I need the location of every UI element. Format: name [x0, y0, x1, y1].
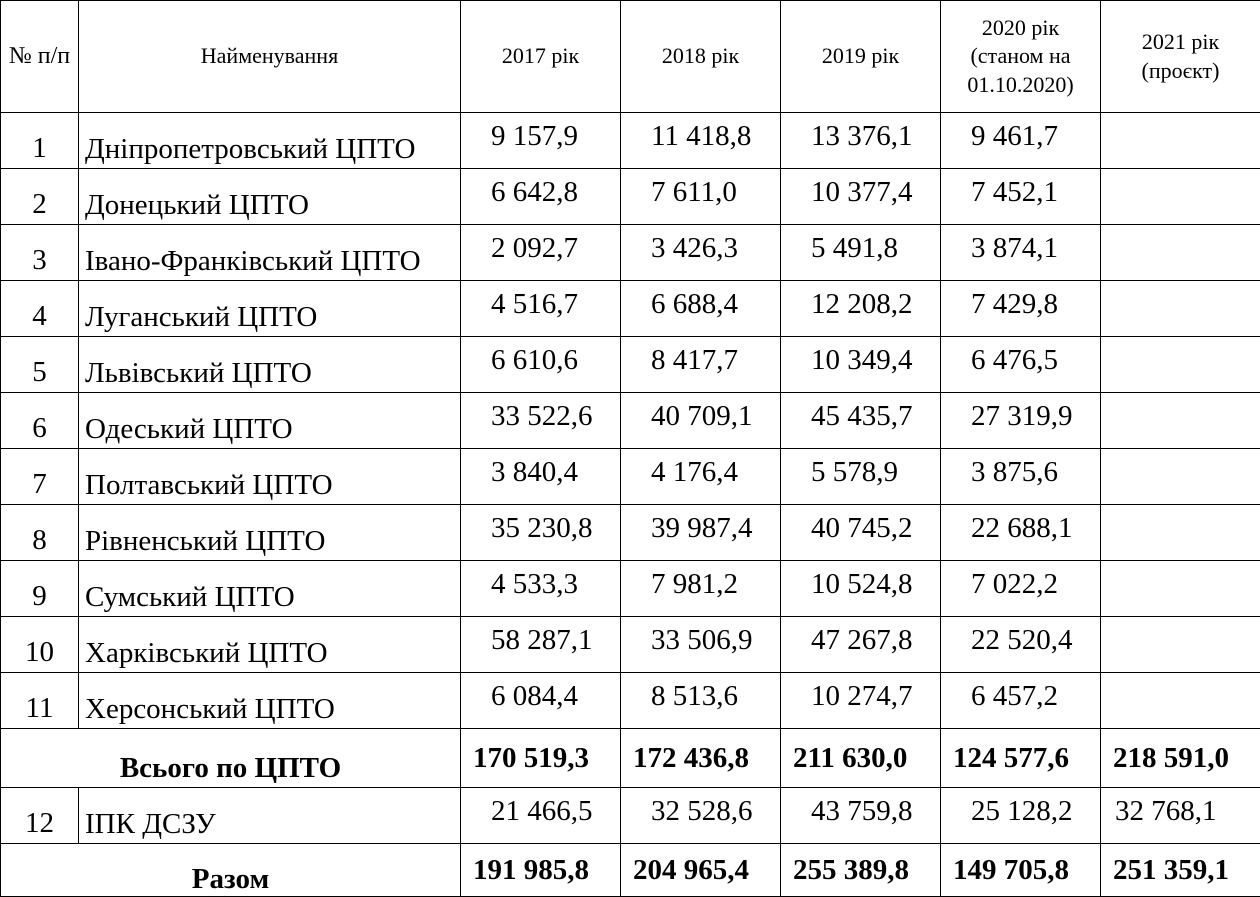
grand-total-2019: 255 389,8	[781, 844, 941, 897]
row-value-2021	[1101, 673, 1260, 729]
row-value-2019: 10 274,7	[781, 673, 941, 729]
header-2020-label: 2020 рік (станом на 01.10.2020)	[967, 15, 1073, 97]
row-value-2020: 22 688,1	[941, 505, 1101, 561]
table-row	[1, 673, 1260, 729]
subtotal-2019: 211 630,0	[781, 729, 941, 788]
row-name: Рівненський ЦПТО	[79, 505, 461, 561]
header-name-label: Найменування	[201, 43, 338, 68]
row-name: Сумський ЦПТО	[79, 561, 461, 617]
grand-total-label: Разом	[1, 844, 461, 897]
row-name: Херсонський ЦПТО	[79, 673, 461, 729]
row-value-2020: 7 429,8	[941, 281, 1101, 337]
row-value-2018: 8 513,6	[621, 673, 781, 729]
row-index: 2	[1, 169, 79, 225]
row-name: Донецький ЦПТО	[79, 169, 461, 225]
row-value-2018: 8 417,7	[621, 337, 781, 393]
row-name: Львівський ЦПТО	[79, 337, 461, 393]
row-value-2018: 11 418,8	[621, 113, 781, 169]
header-2020	[941, 1, 1101, 113]
row-name: Харківський ЦПТО	[79, 617, 461, 673]
row-name: Дніпропетровський ЦПТО	[79, 113, 461, 169]
row-index: 5	[1, 337, 79, 393]
row-value-2020: 22 520,4	[941, 617, 1101, 673]
row-value-2018: 39 987,4	[621, 505, 781, 561]
row-value-2021	[1101, 393, 1260, 449]
grand-total-2017: 191 985,8	[461, 844, 621, 897]
row-value-2018: 7 981,2	[621, 561, 781, 617]
row-value-2021	[1101, 617, 1260, 673]
row-value-2018: 6 688,4	[621, 281, 781, 337]
row-index: 6	[1, 393, 79, 449]
row-value-2020: 6 457,2	[941, 673, 1101, 729]
subtotal-2021: 218 591,0	[1101, 729, 1260, 788]
row-value-2020: 27 319,9	[941, 393, 1101, 449]
header-2019-label: 2019 рік	[822, 43, 899, 68]
row-value-2018: 40 709,1	[621, 393, 781, 449]
row-value-2019: 10 377,4	[781, 169, 941, 225]
grand-total-2018: 204 965,4	[621, 844, 781, 897]
grand-total-row	[1, 844, 1260, 897]
subtotal-row	[1, 729, 1260, 788]
row-value-2020: 6 476,5	[941, 337, 1101, 393]
row-value-2019: 12 208,2	[781, 281, 941, 337]
grand-total-2021: 251 359,1	[1101, 844, 1260, 897]
row-index: 10	[1, 617, 79, 673]
header-2017	[461, 1, 621, 113]
row-value-2018: 32 528,6	[621, 788, 781, 844]
row-value-2020: 3 874,1	[941, 225, 1101, 281]
row-value-2017: 6 610,6	[461, 337, 621, 393]
row-value-2019: 10 349,4	[781, 337, 941, 393]
row-value-2019: 47 267,8	[781, 617, 941, 673]
table-row	[1, 393, 1260, 449]
subtotal-2017: 170 519,3	[461, 729, 621, 788]
row-value-2017: 33 522,6	[461, 393, 621, 449]
row-value-2021	[1101, 449, 1260, 505]
row-value-2017: 2 092,7	[461, 225, 621, 281]
extra-row	[1, 788, 1260, 844]
row-value-2020: 3 875,6	[941, 449, 1101, 505]
row-value-2018: 4 176,4	[621, 449, 781, 505]
row-index: 12	[1, 788, 79, 844]
header-2018	[621, 1, 781, 113]
row-value-2021	[1101, 113, 1260, 169]
table-row	[1, 113, 1260, 169]
subtotal-2018: 172 436,8	[621, 729, 781, 788]
row-value-2017: 4 516,7	[461, 281, 621, 337]
table-row	[1, 225, 1260, 281]
row-name: Івано-Франківський ЦПТО	[79, 225, 461, 281]
row-value-2020: 7 022,2	[941, 561, 1101, 617]
table-row	[1, 617, 1260, 673]
row-value-2019: 40 745,2	[781, 505, 941, 561]
table-row	[1, 561, 1260, 617]
row-value-2017: 58 287,1	[461, 617, 621, 673]
row-value-2019: 5 578,9	[781, 449, 941, 505]
header-2021	[1101, 1, 1260, 113]
row-value-2020: 25 128,2	[941, 788, 1101, 844]
row-value-2021	[1101, 169, 1260, 225]
row-value-2020: 7 452,1	[941, 169, 1101, 225]
header-2018-label: 2018 рік	[662, 43, 739, 68]
header-number-label: № п/п	[9, 43, 70, 69]
header-row	[1, 1, 1260, 113]
row-value-2017: 6 084,4	[461, 673, 621, 729]
row-value-2018: 3 426,3	[621, 225, 781, 281]
row-index: 4	[1, 281, 79, 337]
row-value-2017: 35 230,8	[461, 505, 621, 561]
table-row	[1, 281, 1260, 337]
header-2021-label: 2021 рік (проєкт)	[1142, 29, 1220, 83]
table-row	[1, 505, 1260, 561]
row-index: 1	[1, 113, 79, 169]
header-2019	[781, 1, 941, 113]
table-row	[1, 449, 1260, 505]
row-value-2020: 9 461,7	[941, 113, 1101, 169]
subtotal-2020: 124 577,6	[941, 729, 1101, 788]
row-value-2021	[1101, 225, 1260, 281]
row-index: 8	[1, 505, 79, 561]
header-name	[79, 1, 461, 113]
row-value-2019: 10 524,8	[781, 561, 941, 617]
row-value-2017: 6 642,8	[461, 169, 621, 225]
header-number	[1, 1, 79, 113]
subtotal-label: Всього по ЦПТО	[1, 729, 461, 788]
row-name: Одеський ЦПТО	[79, 393, 461, 449]
row-value-2018: 7 611,0	[621, 169, 781, 225]
row-value-2019: 5 491,8	[781, 225, 941, 281]
table-row	[1, 169, 1260, 225]
row-value-2017: 9 157,9	[461, 113, 621, 169]
row-value-2017: 4 533,3	[461, 561, 621, 617]
row-value-2021	[1101, 281, 1260, 337]
row-value-2018: 33 506,9	[621, 617, 781, 673]
row-value-2021	[1101, 337, 1260, 393]
row-name: Полтавський ЦПТО	[79, 449, 461, 505]
grand-total-2020: 149 705,8	[941, 844, 1101, 897]
row-value-2021	[1101, 505, 1260, 561]
row-value-2017: 21 466,5	[461, 788, 621, 844]
header-2017-label: 2017 рік	[502, 43, 579, 68]
row-value-2021: 32 768,1	[1101, 788, 1260, 844]
row-value-2017: 3 840,4	[461, 449, 621, 505]
row-name: ІПК ДСЗУ	[79, 788, 461, 844]
row-value-2021	[1101, 561, 1260, 617]
row-index: 3	[1, 225, 79, 281]
row-value-2019: 13 376,1	[781, 113, 941, 169]
table-row	[1, 337, 1260, 393]
row-index: 7	[1, 449, 79, 505]
row-name: Луганський ЦПТО	[79, 281, 461, 337]
row-index: 11	[1, 673, 79, 729]
row-index: 9	[1, 561, 79, 617]
row-value-2019: 43 759,8	[781, 788, 941, 844]
row-value-2019: 45 435,7	[781, 393, 941, 449]
